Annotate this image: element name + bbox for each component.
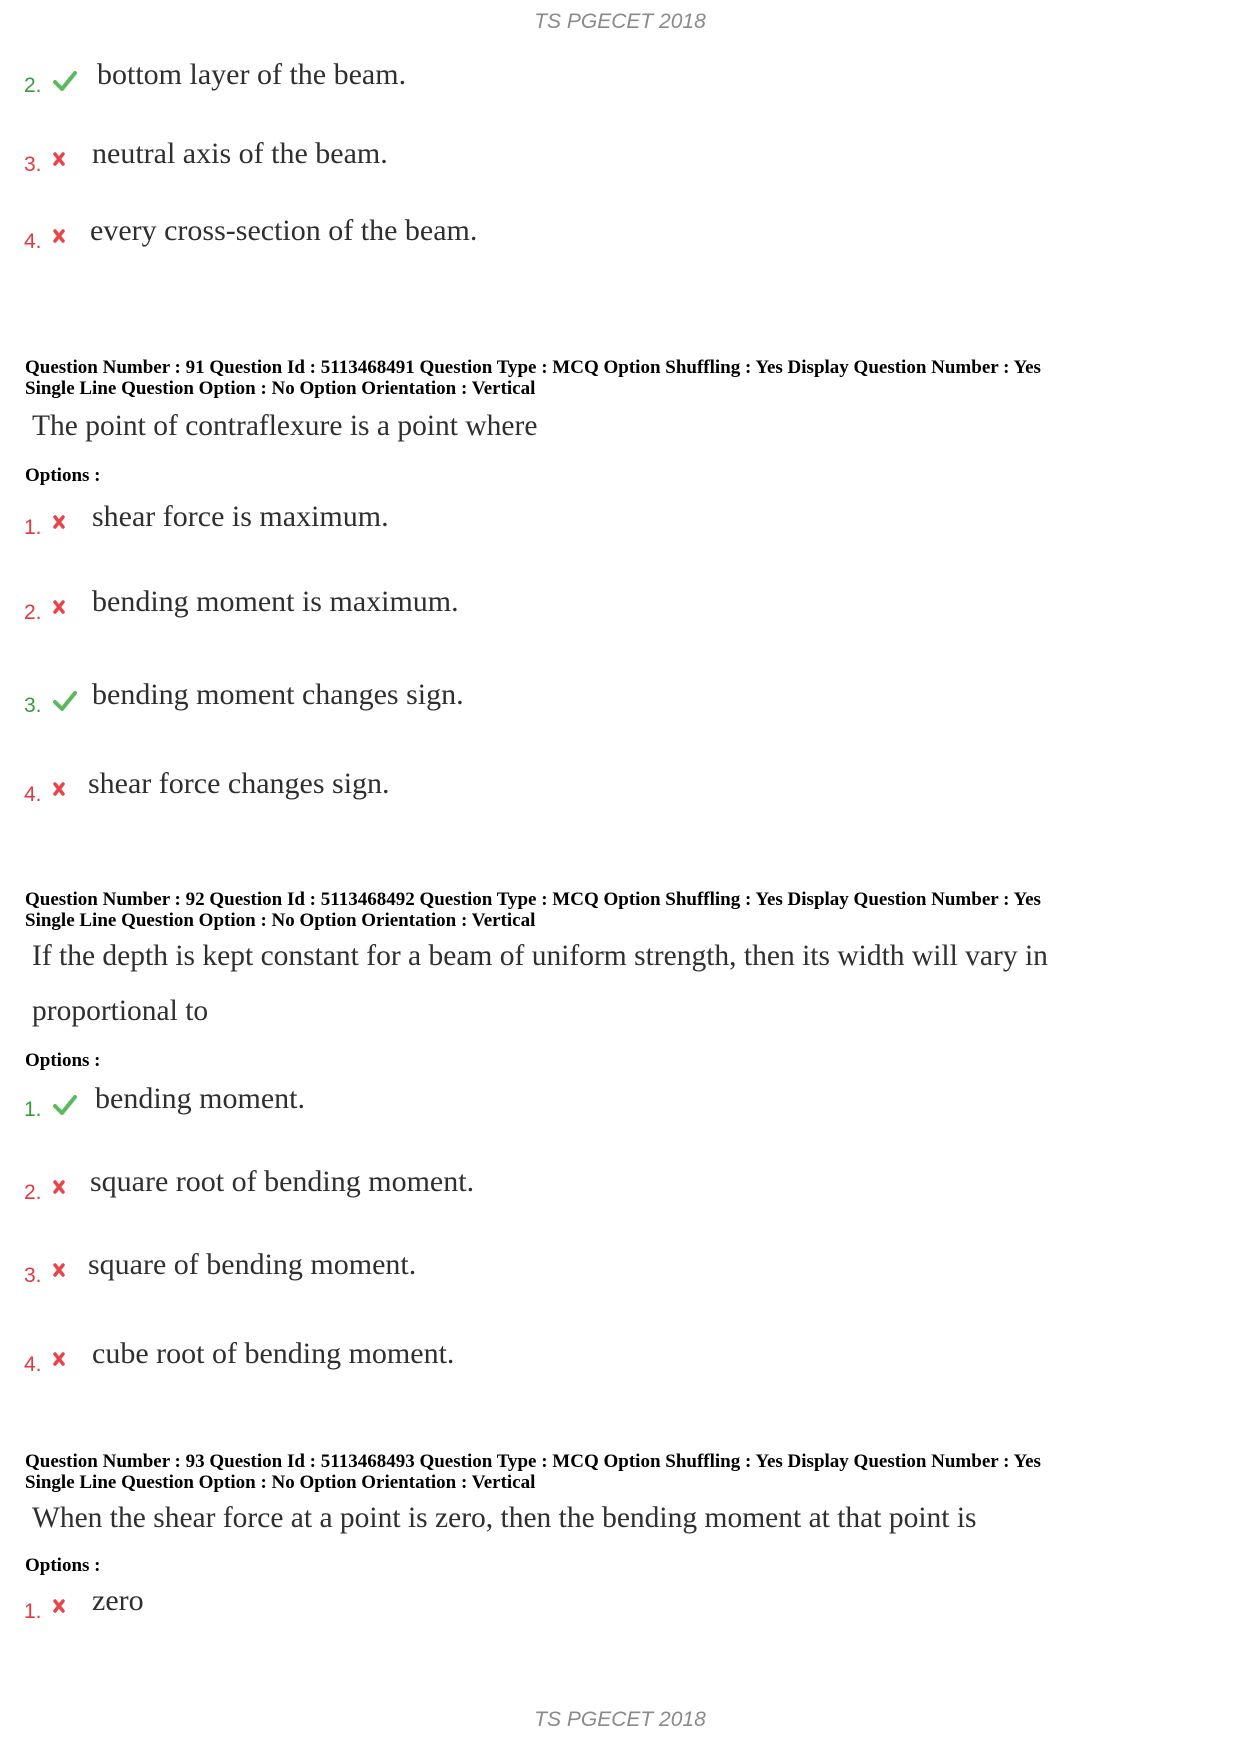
option-number: 2. xyxy=(24,1181,42,1204)
question-text: If the depth is kept constant for a beam of uniform strength, then its width will vary in xyxy=(32,940,1048,972)
question-text: When the shear force at a point is zero, then the bending moment at that point is xyxy=(32,1502,977,1534)
options-label: Options : xyxy=(25,1050,101,1071)
option-text: bottom layer of the beam. xyxy=(97,58,407,91)
option-text: neutral axis of the beam. xyxy=(92,137,388,170)
option-text: bending moment changes sign. xyxy=(92,678,464,711)
option-text: every cross-section of the beam. xyxy=(90,214,478,247)
cross-icon xyxy=(52,1177,78,1199)
option-number: 1. xyxy=(24,1600,42,1623)
check-icon xyxy=(52,1094,78,1116)
question-meta-line: Single Line Question Option : No Option Orientation : Vertical xyxy=(25,378,536,399)
question-meta-line: Question Number : 91 Question Id : 5113468491 Question Type : MCQ Option Shuffling : Yes Display Question Number : Yes xyxy=(25,357,1041,378)
cross-icon xyxy=(52,597,78,619)
question-meta xyxy=(25,889,1225,931)
option-text: shear force is maximum. xyxy=(92,500,389,533)
option-number: 3. xyxy=(24,153,42,176)
cross-icon xyxy=(52,512,78,534)
cross-icon xyxy=(52,226,78,248)
option-number: 2. xyxy=(24,601,42,624)
page-footer: TS PGECET 2018 xyxy=(534,1708,706,1731)
options-label: Options : xyxy=(25,465,101,486)
option-number: 2. xyxy=(24,74,42,97)
option-text: cube root of bending moment. xyxy=(92,1337,455,1370)
question-meta-line: Question Number : 93 Question Id : 5113468493 Question Type : MCQ Option Shuffling : Yes Display Question Number : Yes xyxy=(25,1451,1041,1472)
cross-icon xyxy=(52,1349,78,1371)
question-text: The point of contraflexure is a point where xyxy=(32,410,538,442)
option-text: zero xyxy=(92,1584,144,1617)
option-text: square root of bending moment. xyxy=(90,1165,475,1198)
option-text: bending moment is maximum. xyxy=(92,585,459,618)
question-meta-line: Single Line Question Option : No Option Orientation : Vertical xyxy=(25,910,536,931)
option-text: shear force changes sign. xyxy=(88,767,390,800)
page-header: TS PGECET 2018 xyxy=(534,10,706,33)
option-number: 1. xyxy=(24,516,42,539)
question-text: proportional to xyxy=(32,995,209,1027)
option-text: square of bending moment. xyxy=(88,1248,417,1281)
question-meta xyxy=(25,1451,1225,1493)
option-text: bending moment. xyxy=(95,1082,305,1115)
check-icon xyxy=(52,70,78,92)
check-icon xyxy=(52,690,78,712)
question-meta-line: Single Line Question Option : No Option Orientation : Vertical xyxy=(25,1472,536,1493)
option-number: 4. xyxy=(24,230,42,253)
cross-icon xyxy=(52,779,78,801)
option-number: 3. xyxy=(24,694,42,717)
question-meta-line: Question Number : 92 Question Id : 5113468492 Question Type : MCQ Option Shuffling : Yes Display Question Number : Yes xyxy=(25,889,1041,910)
option-number: 4. xyxy=(24,783,42,806)
cross-icon xyxy=(52,1260,78,1282)
question-meta xyxy=(25,357,1225,399)
cross-icon xyxy=(52,1596,78,1618)
options-label: Options : xyxy=(25,1555,101,1576)
option-number: 4. xyxy=(24,1353,42,1376)
cross-icon xyxy=(52,149,78,171)
option-number: 1. xyxy=(24,1098,42,1121)
option-number: 3. xyxy=(24,1264,42,1287)
